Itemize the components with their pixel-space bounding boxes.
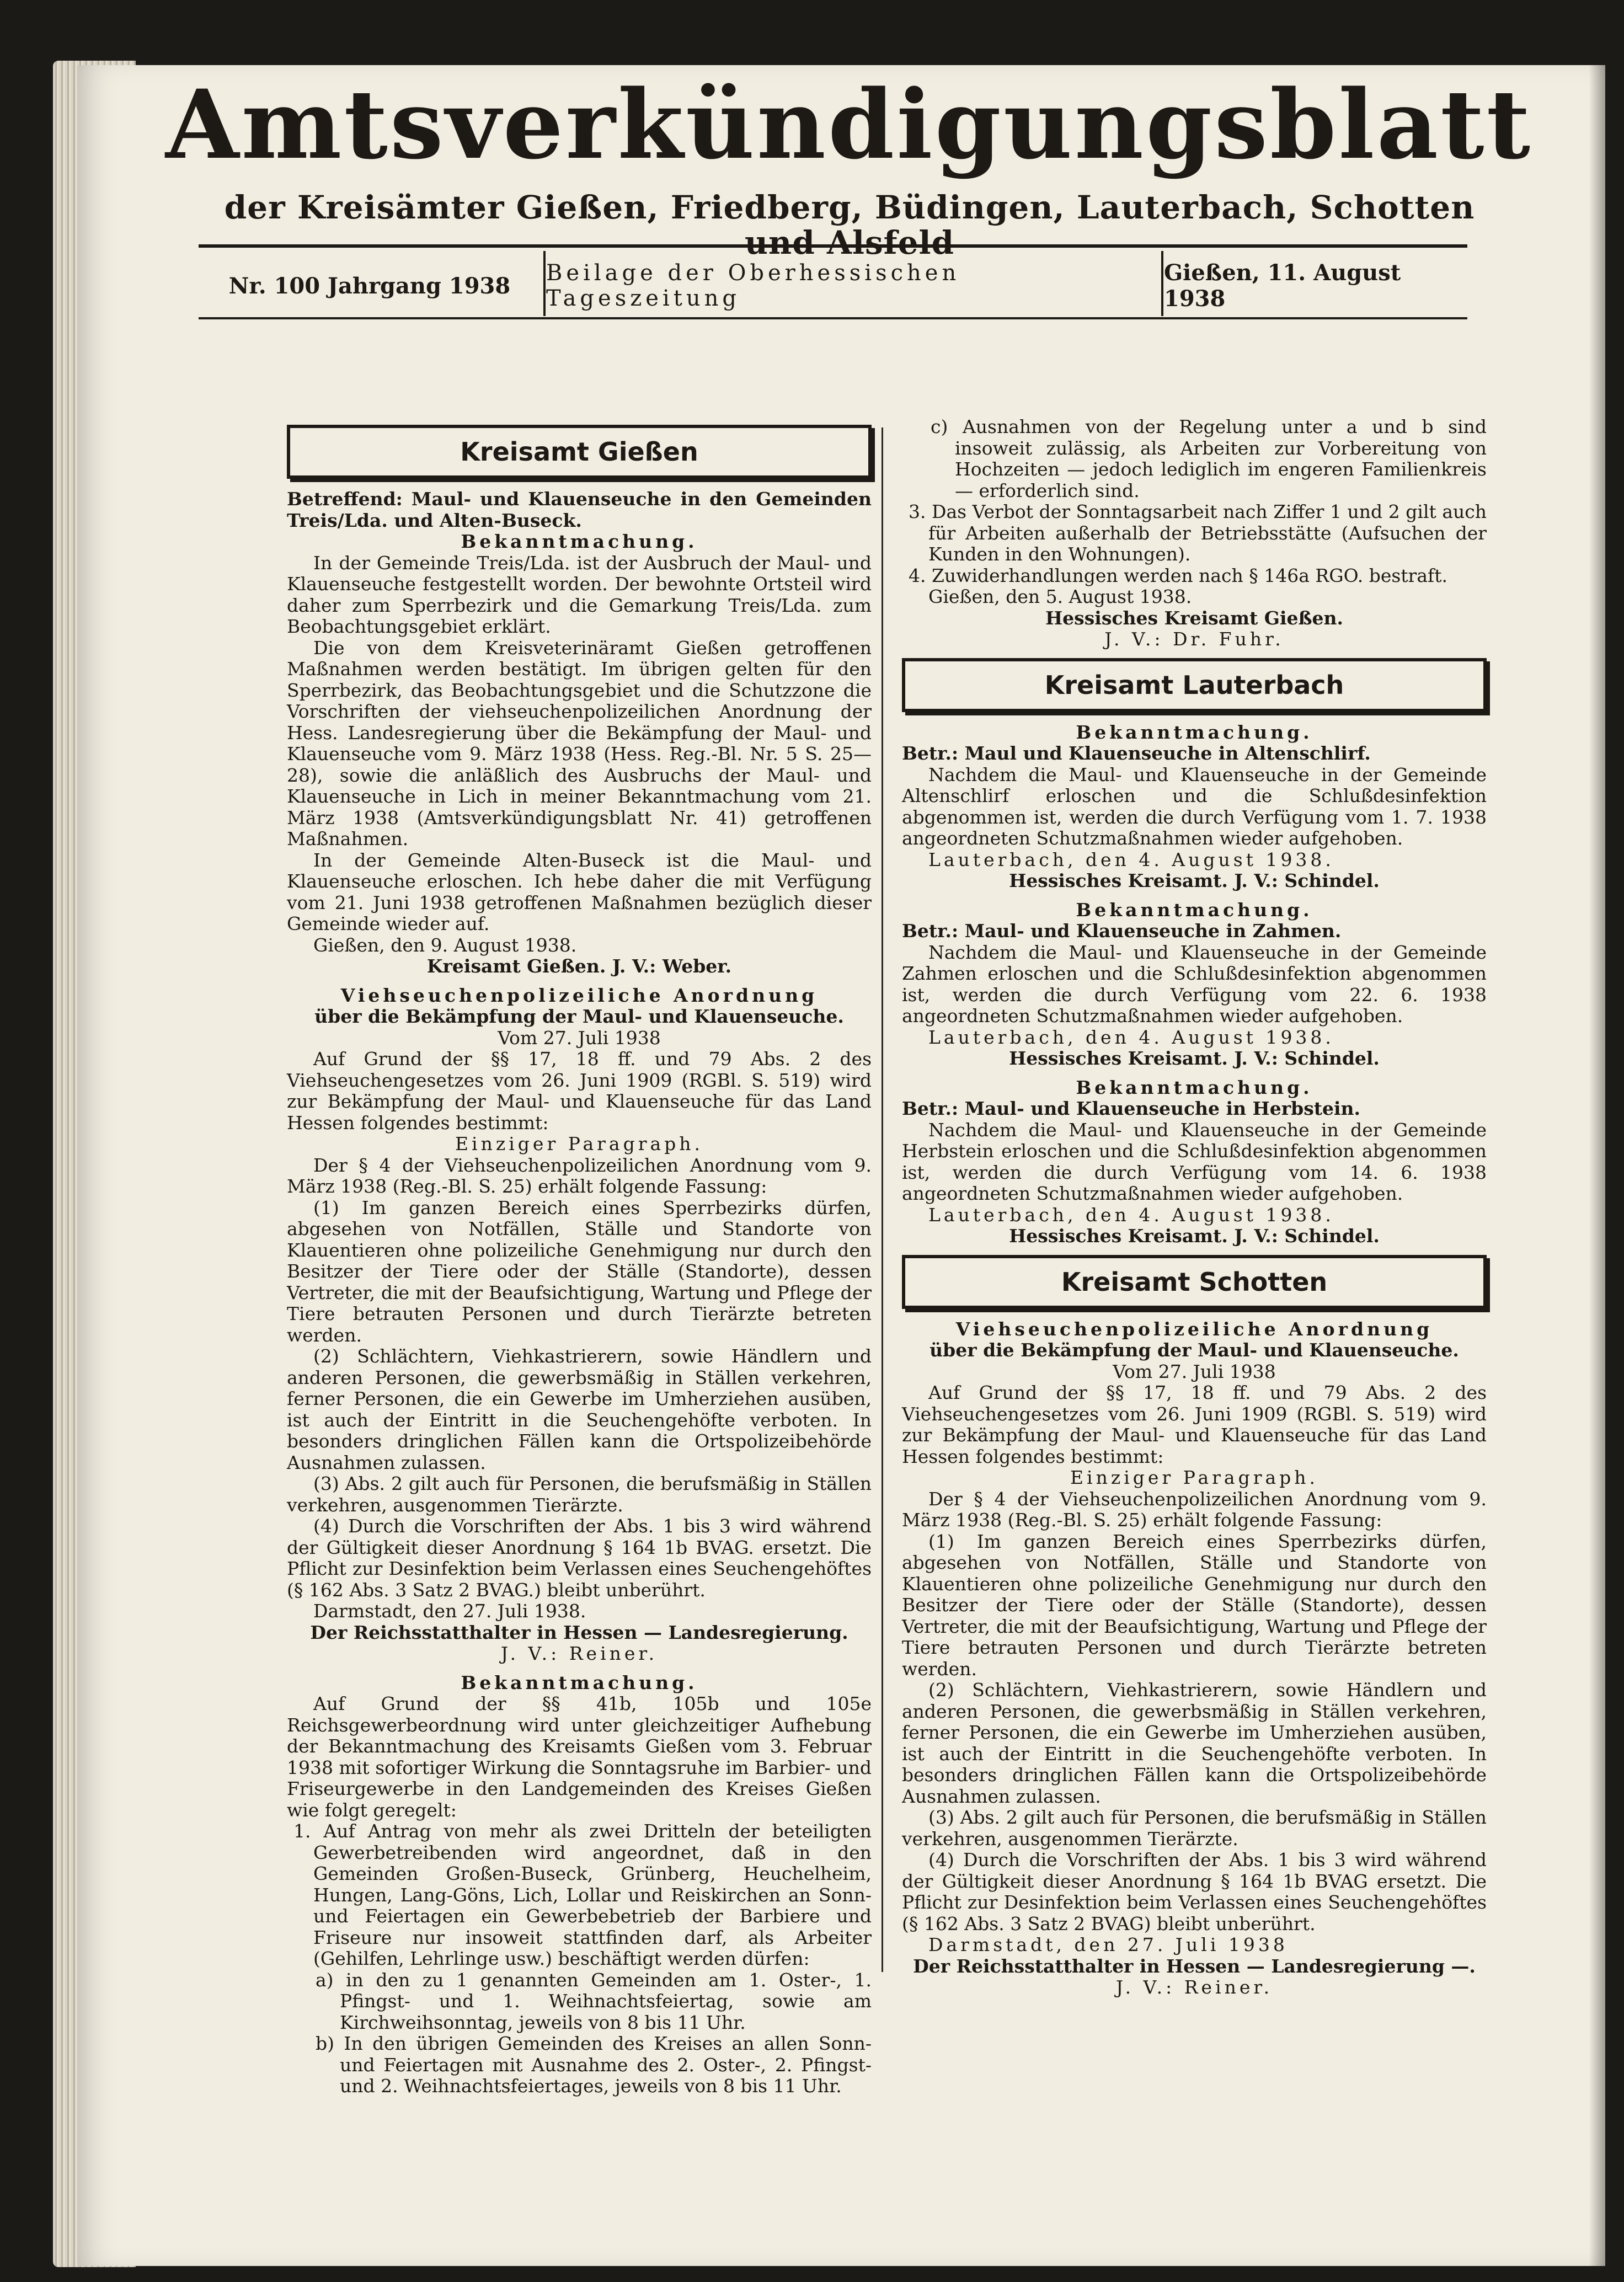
paragraph: In der Gemeinde Alten-Buseck ist die Maul- und Klauenseuche erloschen. Ich hebe daher die mit Verfügung vom 21. Juni 1938 getroffenen Maßnahmen bezüglich dieser Gemeinde wieder auf.: [287, 849, 872, 934]
notice-subject: Betr.: Maul- und Klauenseuche in Herbstein.: [902, 1098, 1361, 1119]
place-date: Darmstadt, den 27. Juli 1938: [928, 1934, 1288, 1955]
left-column: [287, 425, 872, 2097]
list-item: 4. Zuwiderhandlungen werden nach § 146a RGO. bestraft.: [909, 564, 1447, 586]
ordinance-date: Vom 27. Juli 1938: [1113, 1360, 1276, 1382]
signature: J. V.: Reiner.: [500, 1643, 658, 1664]
list-item: c) Ausnahmen von der Regelung unter a und b sind insoweit zulässig, als Arbeiten zur Vorbereitung von Hochzeiten — jedoch lediglich im engeren Familienkreis — erforderlich sind.: [931, 416, 1487, 501]
issue-number: Nr. 100 Jahrgang 1938: [228, 272, 511, 299]
place-date: Lauterbach, den 4. August 1938.: [928, 1204, 1334, 1226]
signature: Hessisches Kreisamt. J. V.: Schindel.: [1009, 870, 1380, 891]
notice-subject: Betr.: Maul und Klauenseuche in Altenschlirf.: [902, 742, 1371, 764]
masthead-rule-top: [199, 244, 1467, 248]
notice-kind: Bekanntmachung.: [1076, 1076, 1313, 1098]
paragraph: (4) Durch die Vorschriften der Abs. 1 bis 3 wird während der Gültigkeit dieser Anordnung § 164 1b BVAG. ersetzt. Die Pflicht zur Desinfektion beim Verlassen eines Seuchengehöftes (§ 162 Abs. 3 Satz 2 BVAG.) bleibt unberührt.: [287, 1515, 872, 1601]
ordinance-subtitle: über die Bekämpfung der Maul- und Klauenseuche.: [314, 1006, 844, 1027]
paragraph: Nachdem die Maul- und Klauenseuche in der Gemeinde Altenschlirf erloschen und die Schlußdesinfektion abgenommen ist, werden die durch Verfügung vom 1. 7. 1938 angeordneten Schutzmaßnahmen wieder aufgehoben.: [902, 763, 1487, 849]
paragraph: (1) Im ganzen Bereich eines Sperrbezirks dürfen, abgesehen von Notfällen, Ställe und Standorte von Klauentieren ohne polizeiliche Genehmigung nur durch den Besitzer der Tiere oder der Ställe (Standorte), dessen Vertreter, die mit der Beaufsichtigung, Wartung und Pflege der Tiere betrauten Personen und durch Tierärzte betreten werden.: [287, 1196, 872, 1346]
masthead-rule-bottom: [199, 317, 1467, 319]
place-date: Darmstadt, den 27. Juli 1938.: [313, 1600, 586, 1622]
paragraph: (1) Im ganzen Bereich eines Sperrbezirks dürfen, abgesehen von Notfällen, Ställe und Standorte von Klauentieren ohne polizeiliche Genehmigung nur durch den Besitzer der Tiere oder der Ställe (Standorte), dessen Vertreter, die mit der Beaufsichtigung, Wartung und Pflege der Tiere betrauten Personen und durch Tierärzte betreten werden.: [902, 1530, 1487, 1680]
place-date: Lauterbach, den 4. August 1938.: [928, 1026, 1334, 1048]
paragraph: (3) Abs. 2 gilt auch für Personen, die berufsmäßig in Ställen verkehren, ausgenommen Tierärzte.: [287, 1473, 872, 1516]
office-heading-giessen: Kreisamt Gießen: [287, 425, 872, 479]
list-item: b) In den übrigen Gemeinden des Kreises an allen Sonn- und Feiertagen mit Ausnahme des 2. Oster-, 2. Pfingst- und 2. Weihnachtsfeiertages, jeweils von 8 bis 11 Uhr.: [316, 2033, 872, 2097]
issue-date: Gießen, 11. August 1938: [1164, 260, 1401, 312]
list-item: 1. Auf Antrag von mehr als zwei Dritteln der beteiligten Gewerbetreibenden wird angeordnet, daß in den Gemeinden Großen-Buseck, Grünberg, Heuchelheim, Hungen, Lang-Göns, Lich, Lollar und Reiskirchen an Sonn- und Feiertagen ein Gewerbebetrieb der Barbiere und Friseure nur insoweit stattfinden darf, als Arbeiter (Gehilfen, Lehrlinge usw.) beschäftigt werden dürfen:: [293, 1820, 872, 1969]
ordinance-date: Vom 27. Juli 1938: [498, 1027, 661, 1049]
paragraph: Nachdem die Maul- und Klauenseuche in der Gemeinde Herbstein erloschen und die Schlußdesinfektion abgenommen ist, werden die durch Verfügung vom 14. 6. 1938 angeordneten Schutzmaßnahmen wieder aufgehoben.: [902, 1119, 1487, 1204]
list-item: a) in den zu 1 genannten Gemeinden am 1. Oster-, 1. Pfingst- und 1. Weihnachtsfeiertag, sowie am Kirchweihsonntag, jeweils von 8 bis 11 Uhr.: [316, 1969, 872, 2033]
supplement-label: Beilage der Oberhessischen Tageszeitung: [546, 260, 960, 311]
paragraph: In der Gemeinde Treis/Lda. ist der Ausbruch der Maul- und Klauenseuche festgestellt worden. Der bewohnte Ortsteil wird daher zum Sperrbezirk und die Gemarkung Treis/Lda. zum Beobachtungsgebiet erklärt.: [287, 552, 872, 637]
list-item: 3. Das Verbot der Sonntagsarbeit nach Ziffer 1 und 2 gilt auch für Arbeiten außerhalb der Betriebsstätte (Aufsuchen der Kunden in den Wohnungen).: [909, 501, 1487, 565]
notice-kind: Bekanntmachung.: [1076, 721, 1313, 743]
paragraph: (2) Schlächtern, Viehkastrierern, sowie Händlern und anderen Personen, die gewerbsmäßig in Ställen verkehren, ferner Personen, die ein Gewerbe im Umherziehen ausüben, ist auch der Eintritt in die Seuchengehöfte verboten. In besonders dringlichen Fällen kann die Ortspolizeibehörde Ausnahmen zulassen.: [287, 1345, 872, 1473]
signature: Hessisches Kreisamt. J. V.: Schindel.: [1009, 1225, 1380, 1247]
place-date: Lauterbach, den 4. August 1938.: [928, 848, 1334, 870]
page-shadow: [1589, 65, 1605, 2266]
paragraph: Der § 4 der Viehseuchenpolizeilichen Anordnung vom 9. März 1938 (Reg.-Bl. S. 25) erhält folgende Fassung:: [287, 1154, 872, 1197]
signature: Hessisches Kreisamt. J. V.: Schindel.: [1009, 1048, 1380, 1069]
paragraph: Nachdem die Maul- und Klauenseuche in der Gemeinde Zahmen erloschen und die Schlußdesinfektion abgenommen ist, werden die durch Verfügung vom 22. 6. 1938 angeordneten Schutzmaßnahmen wieder aufgehoben.: [902, 941, 1487, 1027]
paragraph: (2) Schlächtern, Viehkastrierern, sowie Händlern und anderen Personen, die gewerbsmäßig in Ställen verkehren, ferner Personen, die ein Gewerbe im Umherziehen ausüben, ist auch der Eintritt in die Seuchengehöfte verboten. In besonders dringlichen Fällen kann die Ortspolizeibehörde Ausnahmen zulassen.: [902, 1679, 1487, 1807]
paragraph: (4) Durch die Vorschriften der Abs. 1 bis 3 wird während der Gültigkeit dieser Anordnung § 164 1b BVAG ersetzt. Die Pflicht zur Desinfektion beim Verlassen eines Seuchengehöftes (§ 162 Abs. 3 Satz 2 BVAG) bleibt unberührt.: [902, 1849, 1487, 1934]
paragraph: Auf Grund der §§ 17, 18 ff. und 79 Abs. 2 des Viehseuchengesetzes vom 26. Juni 1909 (RGBl. S. 519) wird zur Bekämpfung der Maul- und Klauenseuche für das Land Hessen folgendes bestimmt:: [902, 1382, 1487, 1467]
paragraph: (3) Abs. 2 gilt auch für Personen, die berufsmäßig in Ställen verkehren, ausgenommen Tierärzte.: [902, 1807, 1487, 1850]
signature: Hessisches Kreisamt Gießen.: [1045, 607, 1344, 629]
paragraph: Die von dem Kreisveterinäramt Gießen getroffenen Maßnahmen werden bestätigt. Im übrigen gelten für den Sperrbezirk, das Beobachtungsgebiet und die Schutzzone die Vorschriften der viehseuchenpolizeilichen Anordnung der Hess. Landesregierung über die Bekämpfung der Maul- und Klauenseuche vom 9. März 1938 (Hess. Reg.-Bl. Nr. 5 S. 25—28), sowie die anläßlich des Ausbruchs der Maul- und Klauenseuche in Lich in meiner Bekanntmachung vom 21. März 1938 (Amtsverkündigungsblatt Nr. 41) getroffenen Maßnahmen.: [287, 637, 872, 849]
signature: Der Reichsstatthalter in Hessen — Landesregierung —.: [913, 1955, 1476, 1977]
office-heading-schotten: Kreisamt Schotten: [902, 1255, 1487, 1309]
masthead-subtitle: der Kreisämter Gießen, Friedberg, Büdingen, Lauterbach, Schotten und Alsfeld: [224, 189, 1475, 261]
notice-kind: Bekanntmachung.: [461, 1671, 698, 1693]
signature: Der Reichsstatthalter in Hessen — Landesregierung.: [310, 1621, 848, 1643]
signature: Kreisamt Gießen. J. V.: Weber.: [426, 955, 732, 977]
ordinance-title: Viehseuchenpolizeiliche Anordnung: [340, 984, 818, 1006]
header-divider: [543, 251, 546, 316]
paragraph: Auf Grund der §§ 41b, 105b und 105e Reichsgewerbeordnung wird unter gleichzeitiger Aufhebung der Bekanntmachung des Kreisamts Gießen vom 3. Februar 1938 mit sofortiger Wirkung die Sonntagsruhe im Barbier- und Friseurgewerbe in den Landgemeinden des Kreises Gießen wie folgt geregelt:: [287, 1693, 872, 1821]
notice-subject: Betreffend: Maul- und Klauenseuche in den Gemeinden Treis/Lda. und Alten-Buseck.: [287, 488, 872, 531]
notice-kind: Bekanntmachung.: [461, 531, 698, 552]
place-date: Gießen, den 9. August 1938.: [313, 934, 577, 956]
paragraph: Der § 4 der Viehseuchenpolizeilichen Anordnung vom 9. März 1938 (Reg.-Bl. S. 25) erhält folgende Fassung:: [902, 1488, 1487, 1531]
notice-kind: Bekanntmachung.: [1076, 899, 1313, 921]
header-divider: [1161, 251, 1163, 316]
ordinance-subtitle: über die Bekämpfung der Maul- und Klauenseuche.: [929, 1339, 1459, 1361]
place-date: Gießen, den 5. August 1938.: [928, 586, 1192, 607]
signature: J. V.: Reiner.: [1115, 1976, 1273, 1998]
right-column: [902, 416, 1487, 1998]
notice-subject: Betr.: Maul- und Klauenseuche in Zahmen.: [902, 920, 1342, 942]
paragraph: Auf Grund der §§ 17, 18 ff. und 79 Abs. 2 des Viehseuchengesetzes vom 26. Juni 1909 (RGBl. S. 519) wird zur Bekämpfung der Maul- und Klauenseuche für das Land Hessen folgendes bestimmt:: [287, 1048, 872, 1134]
office-heading-lauterbach: Kreisamt Lauterbach: [902, 658, 1487, 712]
masthead-title: Amtsverkündigungsblatt: [165, 68, 1533, 180]
column-divider: [882, 427, 883, 1972]
paragraph-heading: Einziger Paragraph.: [1070, 1467, 1319, 1488]
ordinance-title: Viehseuchenpolizeiliche Anordnung: [955, 1318, 1433, 1340]
signature: J. V.: Dr. Fuhr.: [1104, 628, 1284, 650]
paragraph-heading: Einziger Paragraph.: [455, 1133, 704, 1155]
